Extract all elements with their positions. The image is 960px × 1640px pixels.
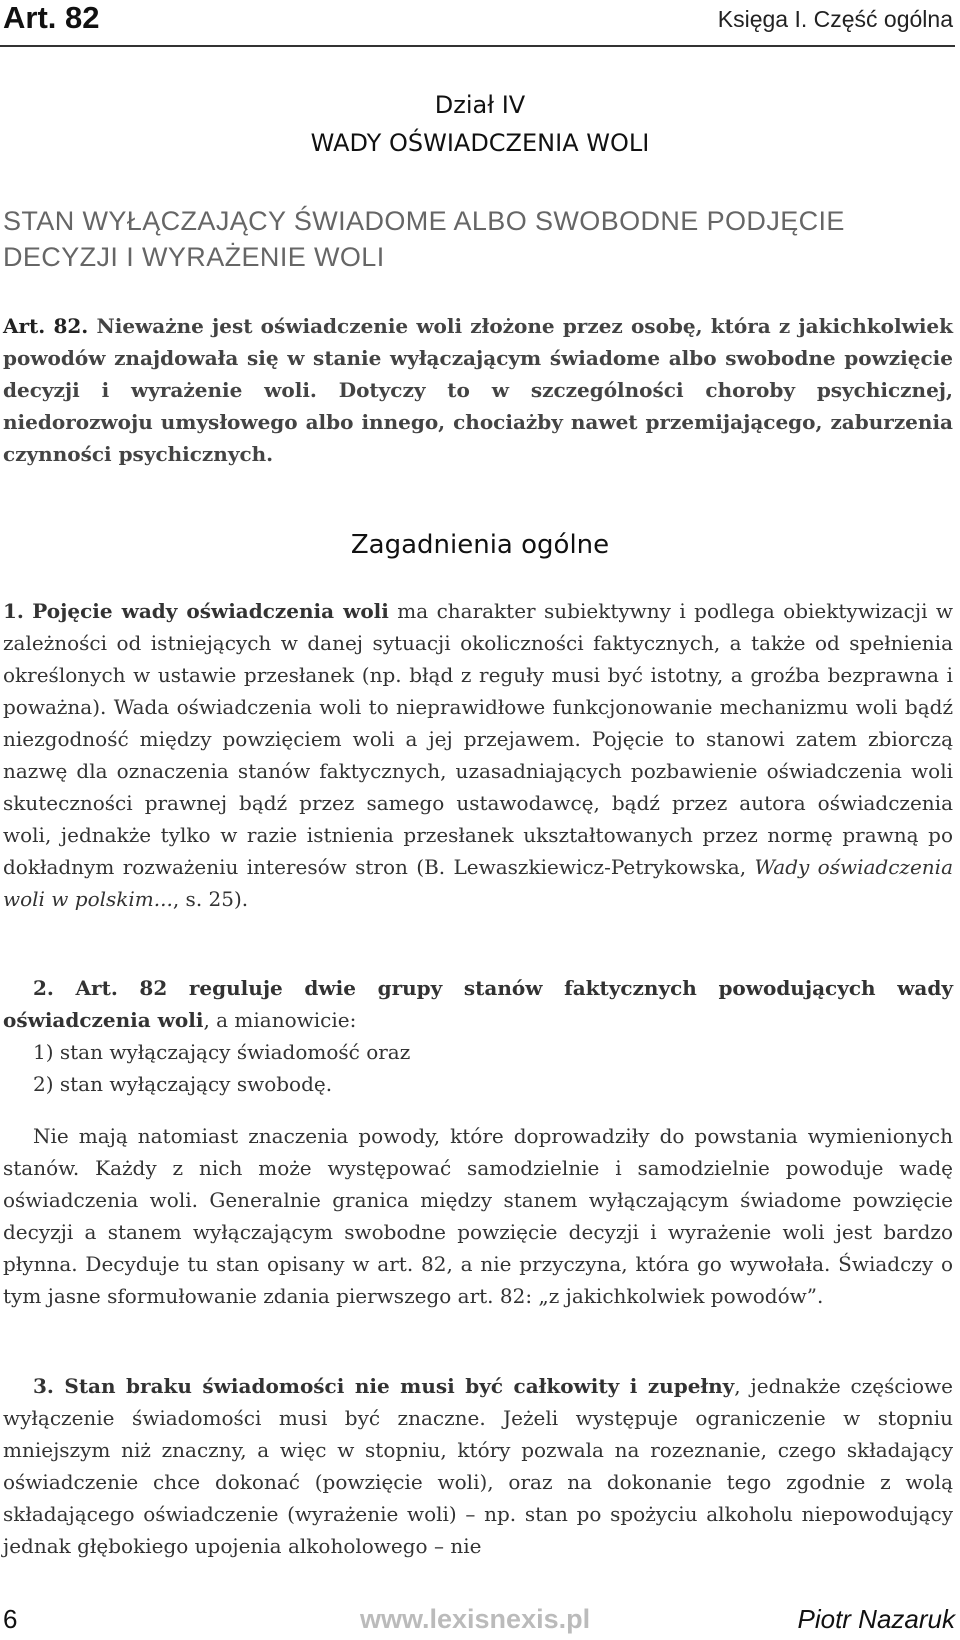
paragraph-1 — [3, 595, 953, 915]
list-item: 1) stan wyłączający świadomość oraz — [33, 1040, 411, 1064]
paragraph-4-text: , jednakże częściowe wyłączenie świadomości musi być znaczne. Jeżeli występuje ograniczenie w stopniu mniejszym niż znaczny, a więc w stopniu, który pozwala na rozeznanie, czego składający oświadczenie chce dokonać (powzięcie woli), oraz na dokonanie tego zgodnie z wolą składającego oświadczenie (wyrażenie woli) – np. stan po spożyciu alkoholu niepowodujący jednak głębokiego upojenia alkoholowego – nie — [3, 1374, 953, 1558]
division-name: WADY OŚWIADCZENIA WOLI — [310, 129, 650, 157]
page-header — [0, 0, 955, 47]
paragraph-2-bold: 2. Art. 82 reguluje dwie grupy stanów faktycznych powodujących wady oświadczenia woli — [3, 976, 953, 1032]
paragraph-1-number: 1. — [3, 599, 24, 623]
article-body: Nieważne jest oświadczenie woli złożone przez osobę, która z jakichkolwiek powodów znajdowała się w stanie wyłączającym świadome albo swobodne powzięcie decyzji i wyrażenie woli. Dotyczy to w szczególności choroby psychicznej, niedorozwoju umysłowego albo innego, chociażby nawet przemijającego, zaburzenia czynności psychicznych. — [3, 314, 953, 466]
paragraph-1-citation: Wady oświadczenia woli w polskim... — [3, 855, 953, 911]
article-label: Art. 82. — [3, 314, 89, 338]
paragraph-1-text-end: , s. 25). — [172, 887, 249, 911]
header-article-number: Art. 82 — [3, 0, 100, 35]
page-footer — [0, 1604, 960, 1640]
paragraph-4-bold: 3. Stan braku świadomości nie musi być całkowity i zupełny — [33, 1374, 735, 1398]
paragraph-3-text: Nie mają natomiast znaczenia powody, które doprowadziły do powstania wymienionych stanów. Każdy z nich może występować samodzielnie i samodzielnie powoduje wadę oświadczenia woli. Generalnie granica między stanem wyłączającym świadome powzięcie decyzji a stanem wyłączającym swobodne powzięcie decyzji i wyrażenie woli jest bardzo płynna. Decyduje tu stan opisany w art. 82, a nie przyczyna, która go wywołała. Świadczy o tym jasne sformułowanie zdania pierwszego art. 82: „z jakichkolwiek powodów”. — [3, 1124, 953, 1308]
header-book-title: Księga I. Część ogólna — [717, 6, 953, 32]
list-item: 2) stan wyłączający swobodę. — [33, 1072, 333, 1096]
section-heading: Zagadnienia ogólne — [350, 530, 610, 560]
paragraph-3 — [3, 1120, 953, 1312]
division-number: Dział IV — [434, 91, 526, 119]
paragraph-2-text: , a mianowicie: — [203, 1008, 357, 1032]
article-subtitle: STAN WYŁĄCZAJĄCY ŚWIADOME ALBO SWOBODNE PODJĘCIE DECYZJI I WYRAŻENIE WOLI — [3, 206, 845, 272]
paragraph-1-text: ma charakter subiektywny i podlega obiektywizacji w zależności od istniejących w danej sytuacji okoliczności faktycznych, a także od spełnienia określonych w ustawie przesłanek (np. błąd z reguły musi być istotny, a groźba bezprawna i poważna). Wada oświadczenia woli to nieprawidłowe funkcjonowanie mechanizmu woli bądź niezgodność między powzięciem woli a jej przejawem. Pojęcie to stanowi zatem zbiorczą nazwę dla oznaczenia stanów faktycznych, uzasadniających pozbawienie oświadczenia woli skuteczności prawnej bądź przez samego ustawodawcę, bądź przez autora oświadczenia woli, jednakże tylko w razie istnienia przesłanek ukształtowanych przez normę prawną po dokładnym rozważeniu interesów stron (B. Lewaszkiewicz-Petrykowska, — [3, 599, 953, 879]
page-number: 6 — [3, 1604, 18, 1634]
paragraph-2 — [3, 972, 953, 1036]
paragraph-1-bold: Pojęcie wady oświadczenia woli — [32, 599, 389, 623]
paragraph-4 — [3, 1370, 953, 1562]
list — [33, 1036, 933, 1100]
publisher-url: www.lexisnexis.pl — [360, 1604, 591, 1634]
article-text — [3, 310, 953, 470]
division-title — [0, 86, 960, 162]
author-name: Piotr Nazaruk — [797, 1604, 955, 1634]
